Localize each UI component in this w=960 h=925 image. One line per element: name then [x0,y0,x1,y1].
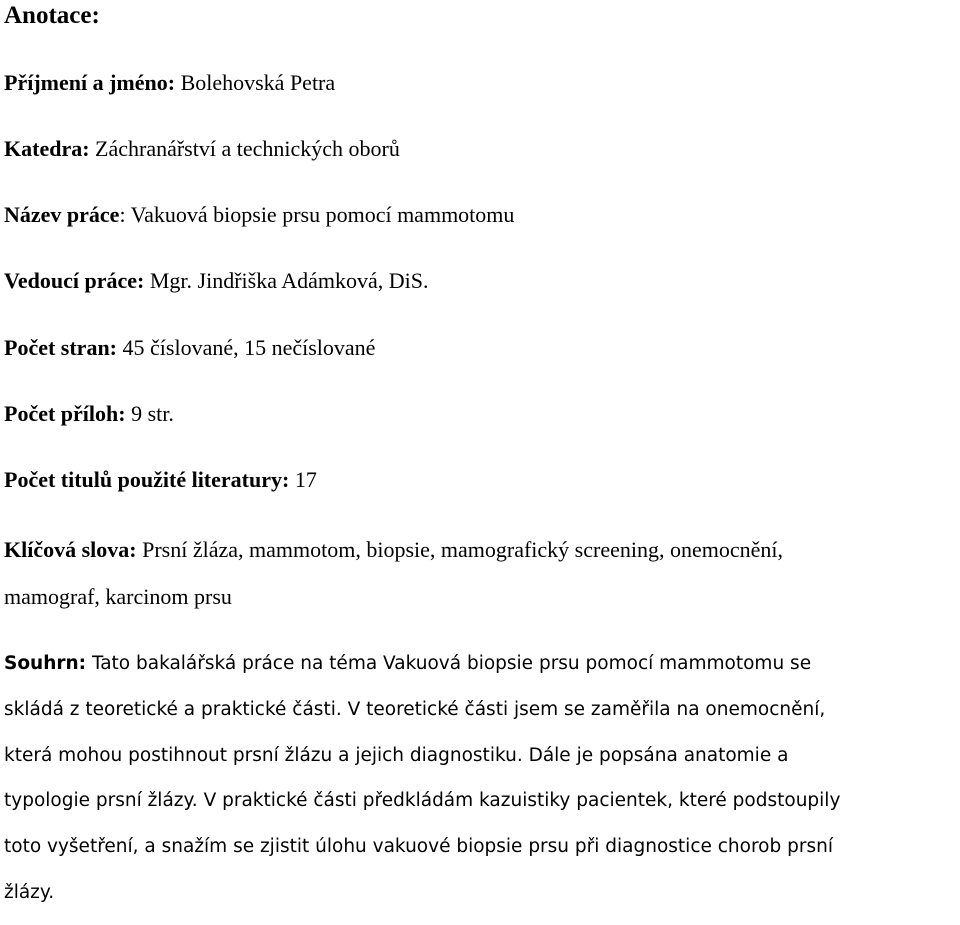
summary-label: Souhrn: [4,653,87,674]
summary-line [4,650,960,696]
field-thesis-title [4,202,514,228]
annotation-heading: Anotace: [4,2,100,29]
field-department-value: Záchranářství a technických oborů [89,136,400,161]
keywords-block [4,537,960,631]
summary-text-3: která mohou postihnout prsní žlázu a jejich diagnostiku. Dále je popsána anatomie a [4,744,789,766]
field-page-count [4,335,375,361]
keywords-text-1: Prsní žláza, mammotom, biopsie, mamografický screening, onemocnění, [136,537,783,562]
keywords-line [4,537,960,584]
field-supervisor [4,268,429,294]
field-page-count-label: Počet stran: [4,335,118,360]
field-attachments [4,401,174,427]
field-supervisor-label: Vedoucí práce: [4,268,145,293]
field-department-label: Katedra: [4,136,90,161]
field-page-count-value: 45 číslované, 15 nečíslované [117,335,376,360]
field-references [4,467,317,493]
summary-text-4: typologie prsní žlázy. V praktické části předkládám kazuistiky pacientek, které podstoupily [4,790,841,812]
summary-text-6: žlázy. [4,881,55,903]
summary-text-2: skládá z teoretické a praktické části. V teoretické části jsem se zaměřila na onemocnění, [4,698,826,720]
field-name-label: Příjmení a jméno: [4,70,176,95]
summary-block [4,650,960,925]
field-attachments-label: Počet příloh: [4,401,126,426]
field-references-label: Počet titulů použité literatury: [4,467,290,492]
summary-text-1: Tato bakalářská práce na téma Vakuová biopsie prsu pomocí mammotomu se [86,653,812,674]
summary-text-5: toto vyšetření, a snažím se zjistit úlohu vakuové biopsie prsu při diagnostice chorob prsní [4,836,833,858]
field-references-value: 17 [289,467,317,492]
field-attachments-value: 9 str. [125,401,174,426]
field-name [4,70,335,96]
keywords-text-2: mamograf, karcinom prsu [4,584,232,609]
keywords-label: Klíčová slova: [4,537,137,562]
field-thesis-title-label: Název práce [4,202,120,227]
field-department [4,136,400,162]
field-name-value: Bolehovská Petra [175,70,336,95]
field-thesis-title-value: : Vakuová biopsie prsu pomocí mammotomu [119,202,515,227]
field-supervisor-value: Mgr. Jindřiška Adámková, DiS. [144,268,429,293]
